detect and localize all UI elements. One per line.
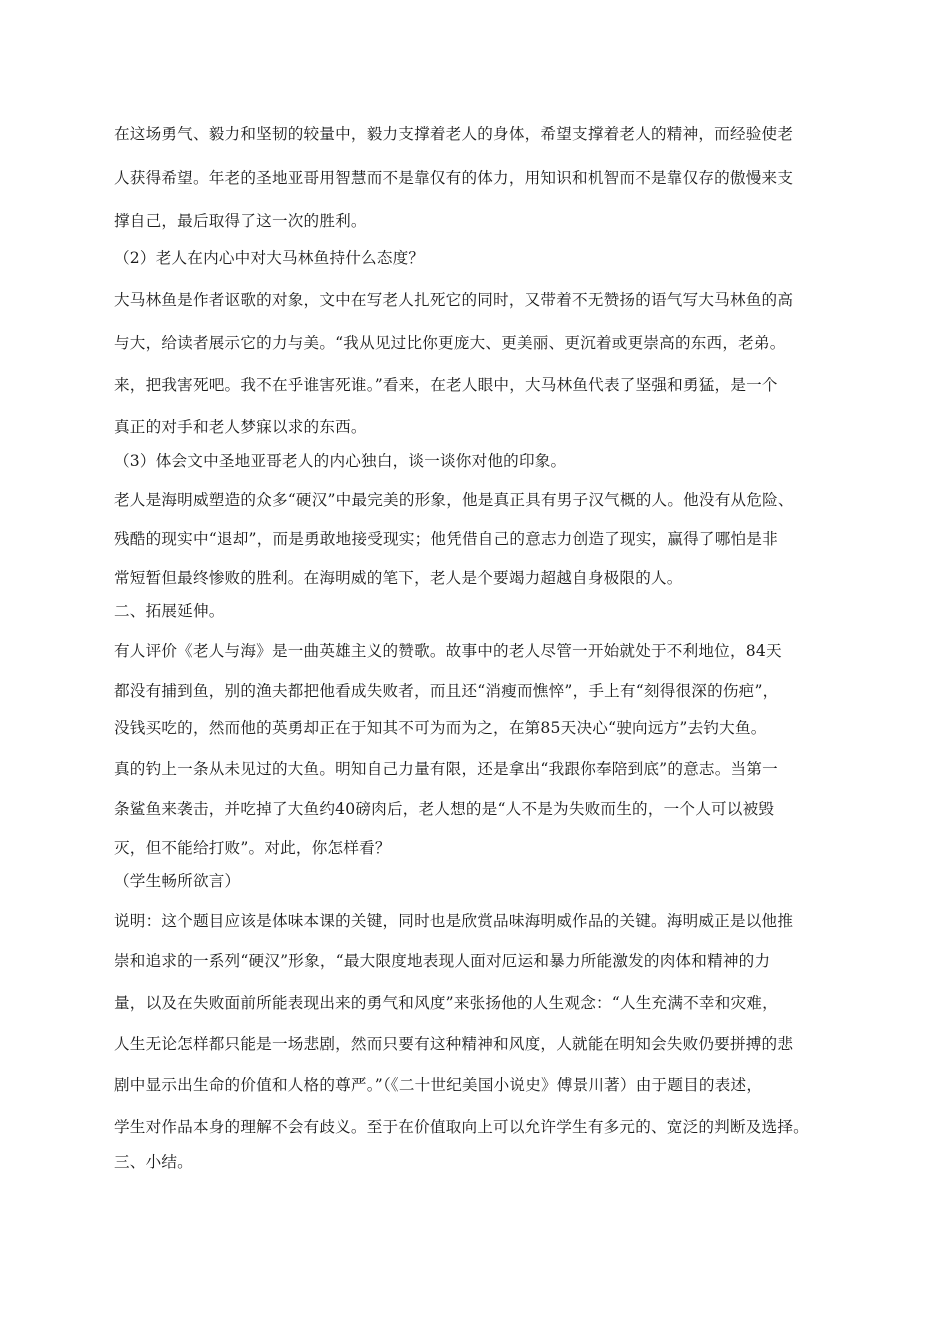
body-text-line: 条鲨鱼来袭击，并吃掉了大鱼约40磅肉后，老人想的是“人不是为失败而生的，一个人可以被毁 (114, 800, 775, 818)
body-text-line: 没钱买吃的，然而他的英勇却正在于知其不可为而为之，在第85天决心“驶向远方”去钓大鱼。 (114, 719, 767, 737)
question-heading: （2）老人在内心中对大马林鱼持什么态度？ (114, 249, 425, 267)
body-text-line: 撑自己，最后取得了这一次的胜利。 (114, 212, 367, 230)
question-heading: （3）体会文中圣地亚哥老人的内心独白，谈一谈你对他的印象。 (114, 452, 567, 470)
body-text-line: 崇和追求的一系列“硬汉”形象，“最大限度地表现人面对厄运和暴力所能激发的肉体和精神的力 (114, 952, 771, 970)
body-text-line: 都没有捕到鱼，别的渔夫都把他看成失败者，而且还“消瘦而憔悴”，手上有“刻得很深的伤疤”， (114, 682, 779, 700)
body-text-line: 有人评价《老人与海》是一曲英雄主义的赞歌。故事中的老人尽管一开始就处于不利地位，84天 (114, 642, 782, 660)
body-text-line: 学生对作品本身的理解不会有歧义。至于在价值取向上可以允许学生有多元的、宽泛的判断及选择。 (114, 1118, 809, 1136)
body-text-line: 老人是海明威塑造的众多“硬汉”中最完美的形象，他是真正具有男子汉气概的人。他没有从危险、 (114, 491, 794, 509)
body-text-line: 说明：这个题目应该是体味本课的关键，同时也是欣赏品味海明威作品的关键。海明威正是以他推 (114, 912, 794, 930)
section-heading: 二、拓展延伸。 (114, 602, 225, 620)
body-text-line: 真的钓上一条从未见过的大鱼。明知自己力量有限，还是拿出“我跟你奉陪到底”的意志。当第一 (114, 760, 778, 778)
body-text-line: 真正的对手和老人梦寐以求的东西。 (114, 418, 367, 436)
section-heading: 三、小结。 (114, 1153, 193, 1171)
body-text-line: 常短暂但最终惨败的胜利。在海明威的笔下，老人是个要竭力超越自身极限的人。 (114, 569, 683, 587)
note-text: （学生畅所欲言） (114, 872, 241, 890)
body-text-line: 来，把我害死吧。我不在乎谁害死谁。”看来，在老人眼中，大马林鱼代表了坚强和勇猛，是一个 (114, 376, 778, 394)
body-text-line: 量，以及在失败面前所能表现出来的勇气和风度”来张扬他的人生观念：“人生充满不幸和灾难， (114, 994, 778, 1012)
body-text-line: 剧中显示出生命的价值和人格的尊严。”（《二十世纪美国小说史》傅景川著）由于题目的表述， (114, 1076, 763, 1094)
body-text-line: 残酷的现实中“退却”，而是勇敢地接受现实；他凭借自己的意志力创造了现实，赢得了哪怕是非 (114, 530, 778, 548)
body-text-line: 与大，给读者展示它的力与美。“我从见过比你更庞大、更美丽、更沉着或更崇高的东西，老弟。 (114, 334, 786, 352)
body-text-line: 人获得希望。年老的圣地亚哥用智慧而不是靠仅有的体力，用知识和机智而不是靠仅存的傲慢来支 (114, 169, 794, 187)
body-text-line: 在这场勇气、毅力和坚韧的较量中，毅力支撑着老人的身体，希望支撑着老人的精神，而经验使老 (114, 125, 794, 143)
body-text-line: 大马林鱼是作者讴歌的对象，文中在写老人扎死它的同时，又带着不无赞扬的语气写大马林鱼的高 (114, 291, 794, 309)
body-text-line: 灭，但不能给打败”。对此，你怎样看？ (114, 839, 391, 857)
body-text-line: 人生无论怎样都只能是一场悲剧，然而只要有这种精神和风度，人就能在明知会失败仍要拼搏的悲 (114, 1035, 794, 1053)
